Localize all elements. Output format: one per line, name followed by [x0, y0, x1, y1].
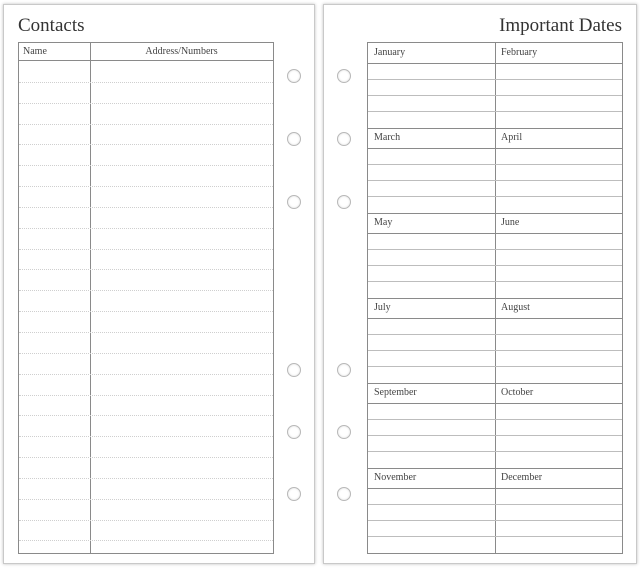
month-label: June [501, 217, 520, 228]
date-entry-line [368, 79, 622, 80]
month-block-separator [368, 383, 622, 384]
contacts-rows [19, 61, 273, 553]
contact-row-line [19, 457, 273, 458]
date-entry-line [368, 265, 622, 266]
month-label: March [374, 132, 401, 143]
contact-row-line [19, 249, 273, 250]
month-block [368, 128, 622, 213]
date-entry-line [368, 196, 622, 197]
contacts-page [3, 4, 315, 564]
date-entry-line [368, 366, 622, 367]
contact-row-line [19, 228, 273, 229]
name-column-header: Name [23, 46, 47, 57]
date-entry-line [368, 249, 622, 250]
contact-row-line [19, 165, 273, 166]
date-entry-line [368, 350, 622, 351]
contact-row-line [19, 332, 273, 333]
contact-row-line [19, 415, 273, 416]
date-entry-line [368, 111, 622, 112]
month-label: October [501, 387, 534, 398]
page-title: Contacts [18, 15, 85, 36]
month-header-underline [368, 318, 622, 319]
month-block [368, 468, 622, 553]
date-entry-line [368, 536, 622, 537]
binder-hole [337, 363, 351, 377]
date-entry-line [368, 520, 622, 521]
binder-hole [287, 195, 301, 209]
contact-row-line [19, 520, 273, 521]
date-entry-line [368, 451, 622, 452]
month-label: November [374, 472, 417, 483]
date-entry-line [368, 334, 622, 335]
contact-row-line [19, 269, 273, 270]
month-label: August [501, 302, 530, 313]
important-dates-page [323, 4, 637, 564]
month-label: September [374, 387, 417, 398]
month-header-underline [368, 148, 622, 149]
binder-hole [337, 487, 351, 501]
contacts-table [18, 42, 274, 554]
month-block-separator [368, 468, 622, 469]
month-header-underline [368, 403, 622, 404]
contacts-header-row [19, 43, 273, 61]
month-label: May [374, 217, 393, 228]
date-entry-line [368, 504, 622, 505]
binder-hole [287, 363, 301, 377]
binder-hole [287, 487, 301, 501]
month-block [368, 298, 622, 383]
contact-row-line [19, 499, 273, 500]
month-block-separator [368, 128, 622, 129]
binder-hole [337, 69, 351, 83]
date-entry-line [368, 435, 622, 436]
contact-row-line [19, 124, 273, 125]
contact-row-line [19, 374, 273, 375]
address-column-header: Address/Numbers [145, 46, 218, 57]
month-block [368, 43, 622, 128]
contact-row-line [19, 311, 273, 312]
binder-hole [287, 425, 301, 439]
date-entry-line [368, 164, 622, 165]
contact-row-line [19, 353, 273, 354]
contact-row-line [19, 82, 273, 83]
contact-row-line [19, 478, 273, 479]
date-entry-line [368, 281, 622, 282]
month-block [368, 383, 622, 468]
contact-row-line [19, 290, 273, 291]
contact-row-line [19, 540, 273, 541]
contact-row-line [19, 103, 273, 104]
important-dates-table [367, 42, 623, 554]
month-label: April [501, 132, 523, 143]
month-block [368, 213, 622, 298]
month-label: December [501, 472, 543, 483]
month-block-separator [368, 298, 622, 299]
contact-row-line [19, 186, 273, 187]
date-entry-line [368, 180, 622, 181]
binder-hole [287, 132, 301, 146]
contact-row-line [19, 395, 273, 396]
month-header-underline [368, 233, 622, 234]
date-entry-line [368, 95, 622, 96]
binder-hole [287, 69, 301, 83]
month-label: January [374, 47, 406, 58]
month-header-underline [368, 488, 622, 489]
month-label: February [501, 47, 538, 58]
contact-row-line [19, 144, 273, 145]
month-label: July [374, 302, 391, 313]
contact-row-line [19, 207, 273, 208]
page-title: Important Dates [499, 15, 622, 36]
date-entry-line [368, 419, 622, 420]
month-header-underline [368, 63, 622, 64]
contact-row-line [19, 436, 273, 437]
month-block-separator [368, 213, 622, 214]
binder-hole [337, 132, 351, 146]
binder-hole [337, 195, 351, 209]
binder-hole [337, 425, 351, 439]
